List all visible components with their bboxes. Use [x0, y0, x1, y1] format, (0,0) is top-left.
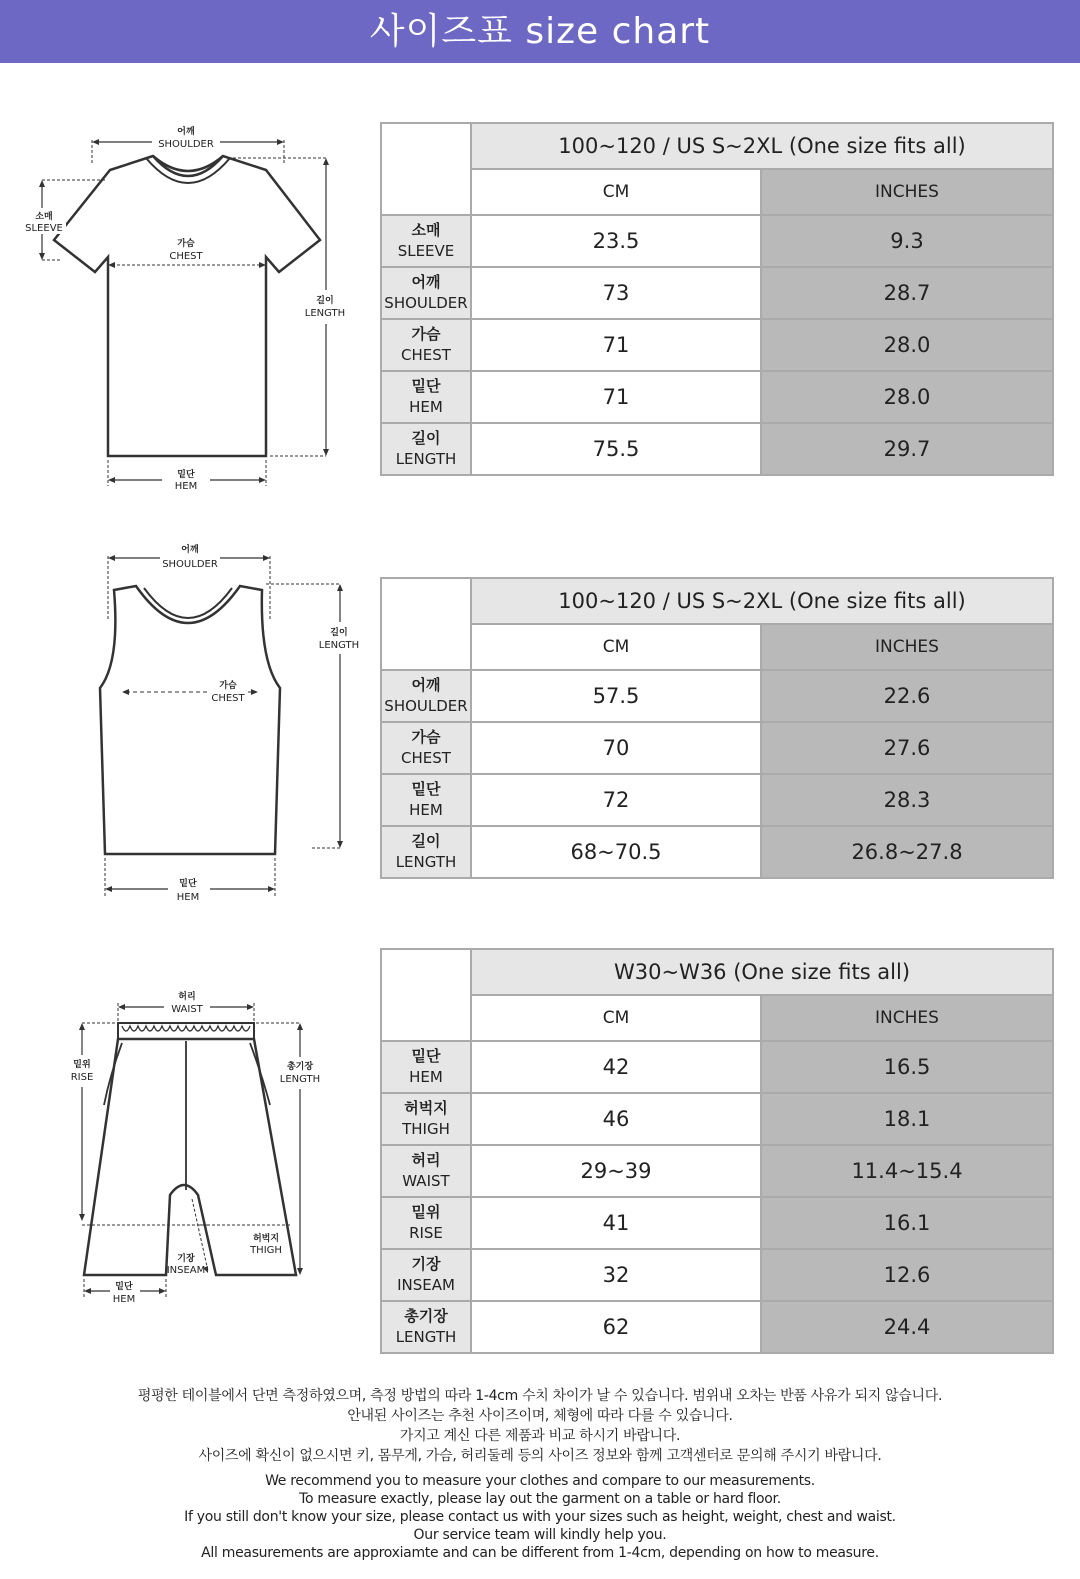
- row-label-en: LENGTH: [395, 853, 457, 871]
- table-row: [381, 722, 1053, 774]
- table-row: [381, 1249, 1053, 1301]
- row-label: [381, 1145, 471, 1197]
- row-label-ko: 길이: [411, 429, 441, 447]
- shorts-thigh-en: THIGH: [250, 1245, 282, 1256]
- tank-illustration: [80, 540, 380, 910]
- row-label-ko: 총기장: [404, 1307, 448, 1325]
- shorts-inseam-ko: 기장: [177, 1254, 195, 1264]
- row-label: [381, 1041, 471, 1093]
- value-inches: 28.0: [761, 371, 1053, 423]
- row-label: [381, 826, 471, 878]
- row-label-en: CHEST: [401, 749, 451, 767]
- table-corner: [381, 578, 471, 670]
- tshirt-illustration: [20, 120, 360, 500]
- note-en-line: Our service team will kindly help you.: [413, 1527, 667, 1543]
- shorts-size-table: [380, 948, 1054, 1354]
- row-label-ko: 기장: [411, 1255, 441, 1273]
- tank-shoulder-ko: 어깨: [181, 545, 199, 555]
- row-label: [381, 1197, 471, 1249]
- measurement-notes: [0, 1386, 1080, 1562]
- tshirt-size-table: [380, 122, 1054, 476]
- value-cm: 70: [471, 722, 761, 774]
- row-label-en: HEM: [409, 398, 443, 416]
- value-cm: 46: [471, 1093, 761, 1145]
- row-label-ko: 허벅지: [404, 1099, 448, 1117]
- row-label: [381, 670, 471, 722]
- row-label: [381, 371, 471, 423]
- row-label-en: SHOULDER: [384, 294, 468, 312]
- value-inches: 29.7: [761, 423, 1053, 475]
- table-row: [381, 371, 1053, 423]
- row-label-ko: 가슴: [411, 325, 441, 343]
- row-label-ko: 소매: [411, 221, 441, 239]
- row-label-ko: 가슴: [411, 728, 441, 746]
- tshirt-chest-ko: 가슴: [177, 239, 195, 249]
- tshirt-length-en: LENGTH: [304, 308, 346, 319]
- value-inches: 24.4: [761, 1301, 1053, 1353]
- unit-cm-header: CM: [471, 624, 761, 670]
- value-cm: 41: [471, 1197, 761, 1249]
- row-label: [381, 423, 471, 475]
- page-header: [0, 0, 1080, 63]
- value-inches: 16.5: [761, 1041, 1053, 1093]
- tshirt-shoulder-en: SHOULDER: [158, 139, 214, 150]
- value-cm: 71: [471, 319, 761, 371]
- value-cm: 72: [471, 774, 761, 826]
- value-cm: 32: [471, 1249, 761, 1301]
- shorts-illustration: [60, 985, 350, 1315]
- unit-inches-header: INCHES: [761, 995, 1053, 1041]
- value-inches: 9.3: [761, 215, 1053, 267]
- table-row: [381, 1301, 1053, 1353]
- tank-shoulder-en: SHOULDER: [162, 559, 218, 570]
- row-label-en: LENGTH: [395, 450, 457, 468]
- row-label: [381, 267, 471, 319]
- value-cm: 73: [471, 267, 761, 319]
- row-label-ko: 허리: [411, 1151, 441, 1169]
- value-inches: 26.8~27.8: [761, 826, 1053, 878]
- size-range-header: W30~W36 (One size fits all): [471, 949, 1053, 995]
- note-ko-line: 안내된 사이즈는 추천 사이즈이며, 체형에 따라 다를 수 있습니다.: [347, 1408, 733, 1424]
- row-label-en: WAIST: [402, 1172, 450, 1190]
- row-label: [381, 722, 471, 774]
- shorts-waist-en: WAIST: [171, 1004, 203, 1015]
- table-row: [381, 670, 1053, 722]
- shorts-hem-en: HEM: [112, 1294, 136, 1305]
- tank-chest-en: CHEST: [211, 693, 245, 704]
- row-label-en: CHEST: [401, 346, 451, 364]
- row-label-en: HEM: [409, 1068, 443, 1086]
- value-inches: 28.3: [761, 774, 1053, 826]
- note-en-line: All measurements are approxiamte and can be different from 1-4cm, depending on how to measure.: [201, 1545, 879, 1561]
- row-label-ko: 밑단: [411, 1047, 441, 1065]
- value-cm: 68~70.5: [471, 826, 761, 878]
- note-ko-line: 평평한 테이블에서 단면 측정하였으며, 측정 방법의 따라 1-4cm 수치 차이가 날 수 있습니다. 범위내 오차는 반품 사유가 되지 않습니다.: [137, 1388, 943, 1404]
- table-row: [381, 1093, 1053, 1145]
- table-row: [381, 1197, 1053, 1249]
- table-row: [381, 319, 1053, 371]
- note-en-line: To measure exactly, please lay out the garment on a table or hard floor.: [299, 1491, 781, 1507]
- row-label-en: HEM: [409, 801, 443, 819]
- shorts-length-en: LENGTH: [279, 1074, 321, 1085]
- row-label-en: SLEEVE: [397, 242, 455, 260]
- tshirt-diagram: [20, 120, 360, 500]
- tank-length-en: LENGTH: [318, 640, 360, 651]
- tshirt-chest-en: CHEST: [169, 251, 203, 262]
- row-label: [381, 1301, 471, 1353]
- value-inches: 12.6: [761, 1249, 1053, 1301]
- tshirt-shoulder-ko: 어깨: [177, 127, 195, 137]
- value-inches: 11.4~15.4: [761, 1145, 1053, 1197]
- unit-inches-header: INCHES: [761, 169, 1053, 215]
- row-label-ko: 길이: [411, 832, 441, 850]
- value-inches: 28.7: [761, 267, 1053, 319]
- row-label-ko: 밑단: [411, 377, 441, 395]
- tank-size-table: [380, 577, 1054, 879]
- shorts-diagram: [60, 985, 350, 1315]
- table-corner: [381, 123, 471, 215]
- value-inches: 28.0: [761, 319, 1053, 371]
- value-inches: 16.1: [761, 1197, 1053, 1249]
- row-label-ko: 어깨: [411, 676, 441, 694]
- row-label-en: LENGTH: [395, 1328, 457, 1346]
- table-row: [381, 1041, 1053, 1093]
- tank-length-ko: 길이: [330, 628, 348, 638]
- unit-cm-header: CM: [471, 169, 761, 215]
- shorts-rise-en: RISE: [70, 1072, 94, 1083]
- value-cm: 23.5: [471, 215, 761, 267]
- value-inches: 27.6: [761, 722, 1053, 774]
- shorts-rise-ko: 밑위: [73, 1060, 91, 1070]
- value-cm: 71: [471, 371, 761, 423]
- tshirt-sleeve-en: SLEEVE: [25, 223, 63, 234]
- row-label: [381, 1249, 471, 1301]
- row-label: [381, 1093, 471, 1145]
- tank-hem-en: HEM: [176, 892, 200, 903]
- shorts-waist-ko: 허리: [178, 992, 196, 1002]
- row-label-en: SHOULDER: [384, 697, 468, 715]
- unit-inches-header: INCHES: [761, 624, 1053, 670]
- value-cm: 57.5: [471, 670, 761, 722]
- tshirt-length-ko: 길이: [316, 296, 334, 306]
- unit-cm-header: CM: [471, 995, 761, 1041]
- note-en-line: We recommend you to measure your clothes and compare to our measurements.: [265, 1473, 815, 1489]
- tank-diagram: [80, 540, 380, 910]
- table-row: [381, 826, 1053, 878]
- note-ko-line: 가지고 계신 다른 제품과 비교 하시기 바랍니다.: [399, 1428, 681, 1444]
- table-corner: [381, 949, 471, 1041]
- note-en-line: If you still don't know your size, please contact us with your sizes such as height, weight, chest and waist.: [184, 1509, 896, 1525]
- row-label-ko: 밑위: [411, 1203, 441, 1221]
- row-label: [381, 215, 471, 267]
- tank-hem-ko: 밑단: [179, 879, 197, 889]
- size-range-header: 100~120 / US S~2XL (One size fits all): [471, 123, 1053, 169]
- value-inches: 22.6: [761, 670, 1053, 722]
- row-label-en: THIGH: [402, 1120, 450, 1138]
- page-title: 사이즈표 size chart: [369, 11, 711, 52]
- row-label: [381, 319, 471, 371]
- row-label-en: INSEAM: [397, 1276, 455, 1294]
- shorts-length-ko: 총기장: [286, 1062, 314, 1072]
- shorts-hem-ko: 밑단: [115, 1282, 133, 1292]
- value-cm: 75.5: [471, 423, 761, 475]
- note-ko-line: 사이즈에 확신이 없으시면 키, 몸무게, 가슴, 허리둘레 등의 사이즈 정보와 함께 고객센터로 문의해 주시기 바랍니다.: [198, 1448, 882, 1464]
- table-row: [381, 215, 1053, 267]
- row-label: [381, 774, 471, 826]
- table-row: [381, 267, 1053, 319]
- value-cm: 42: [471, 1041, 761, 1093]
- table-row: [381, 1145, 1053, 1197]
- table-row: [381, 774, 1053, 826]
- shorts-inseam-en: INSEAM: [166, 1265, 206, 1276]
- tshirt-hem-en: HEM: [174, 481, 198, 492]
- row-label-ko: 어깨: [411, 273, 441, 291]
- size-range-header: 100~120 / US S~2XL (One size fits all): [471, 578, 1053, 624]
- row-label-en: RISE: [409, 1224, 443, 1242]
- tank-chest-ko: 가슴: [219, 681, 237, 691]
- tshirt-hem-ko: 밑단: [177, 470, 195, 480]
- value-cm: 62: [471, 1301, 761, 1353]
- row-label-ko: 밑단: [411, 780, 441, 798]
- value-cm: 29~39: [471, 1145, 761, 1197]
- shorts-thigh-ko: 허벅지: [252, 1234, 280, 1244]
- table-row: [381, 423, 1053, 475]
- value-inches: 18.1: [761, 1093, 1053, 1145]
- tshirt-sleeve-ko: 소매: [35, 212, 53, 222]
